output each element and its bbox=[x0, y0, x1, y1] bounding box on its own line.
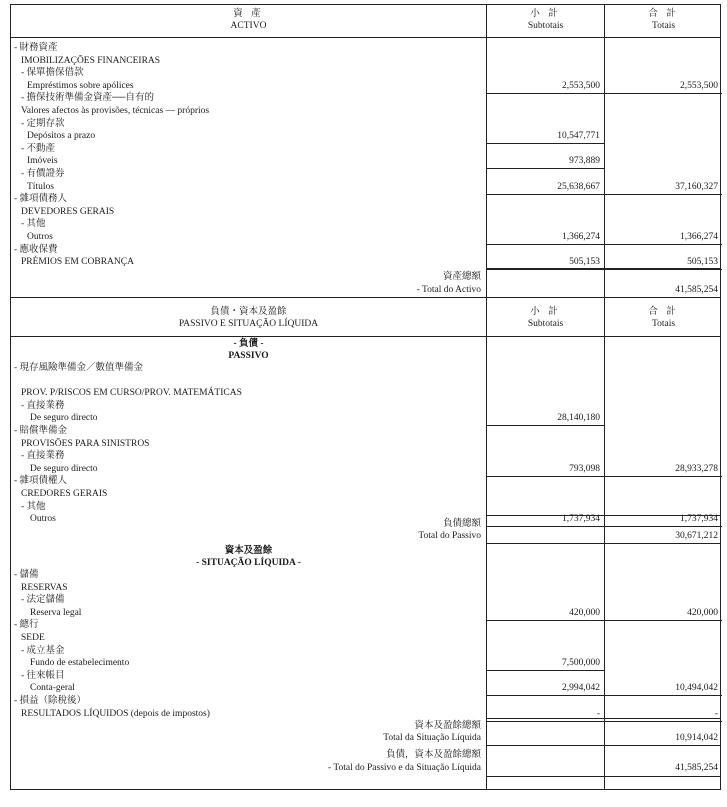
line-item-label: CREDORES GERAIS bbox=[21, 489, 108, 499]
equity-heading: - SITUAÇÃO LÍQUIDA - bbox=[196, 558, 301, 568]
liabilities-title: 負債・資本及盈餘 PASSIVO E SITUAÇÃO LÍQUIDA bbox=[178, 307, 319, 329]
line-item-row bbox=[11, 463, 720, 476]
line-item-label: - 保單擔保借款 bbox=[21, 68, 84, 79]
line-item-label: De seguro directo bbox=[30, 413, 98, 424]
line-item-label: - 其他 bbox=[21, 501, 46, 512]
total-header-2: 合 計 Totais bbox=[648, 307, 679, 329]
total-value: 420,000 bbox=[687, 607, 718, 618]
line-item-row bbox=[11, 632, 720, 645]
line-item-row bbox=[11, 695, 720, 708]
line-item-label: Outros bbox=[30, 514, 56, 525]
line-item-row bbox=[11, 607, 720, 620]
line-item-label: - 儲備 bbox=[14, 570, 39, 580]
line-item-label: - 財務資產 bbox=[14, 43, 58, 53]
subtotal-value: 10,547,771 bbox=[557, 131, 600, 142]
line-item-row bbox=[11, 450, 720, 463]
line-item-row bbox=[11, 501, 720, 514]
line-item-row bbox=[11, 244, 720, 257]
subtotal-value: 793,098 bbox=[569, 463, 600, 474]
line-item-row bbox=[11, 657, 720, 670]
line-item-row bbox=[11, 55, 720, 68]
line-item-label: - 法定儲備 bbox=[21, 595, 65, 606]
passivo-heading-zh: - 負債 - bbox=[233, 339, 264, 349]
subtotal-value: 28,140,180 bbox=[557, 413, 600, 424]
line-item-label: PROVISÕES PARA SINISTROS bbox=[21, 438, 150, 449]
subtotal-value: 973,889 bbox=[569, 156, 600, 167]
passivo-heading: PASSIVO bbox=[228, 351, 269, 361]
passivo-total-value: 30,671,212 bbox=[675, 531, 718, 541]
line-item-row bbox=[11, 387, 720, 400]
line-item-row bbox=[11, 594, 720, 607]
line-item-label: PROV. P/RISCOS EM CURSO/PROV. MATEMÁTICAS bbox=[21, 388, 242, 399]
line-item-row bbox=[11, 155, 720, 168]
grand-total-row: - Total do Passivo e da Situação Líquida 41,585,254 bbox=[328, 763, 718, 773]
line-item-label: - 總行 bbox=[14, 620, 39, 631]
subtotal-value: - bbox=[596, 708, 600, 719]
total-value: 28,933,278 bbox=[675, 463, 718, 474]
line-item-label: Fundo de estabelecimento bbox=[30, 658, 130, 669]
liabilities-header bbox=[11, 298, 720, 330]
total-value: 1,737,934 bbox=[680, 514, 718, 525]
line-item-label: Outros bbox=[27, 232, 53, 242]
subtotal-value: 505,153 bbox=[569, 257, 600, 268]
line-item-row bbox=[11, 181, 720, 194]
line-item-row bbox=[11, 206, 720, 219]
liabilities-section bbox=[10, 298, 721, 790]
subtotal-header: 小 計 Subtotais bbox=[527, 9, 564, 31]
line-item-label: PRÉMIOS EM COBRANÇA bbox=[21, 257, 134, 268]
line-item-label: Valores afectos às provisões, técnicas — próprios bbox=[21, 106, 210, 116]
equity-total-value: 10,914,042 bbox=[675, 733, 718, 743]
line-item-row bbox=[11, 412, 720, 425]
line-item-label: - 其他 bbox=[21, 219, 46, 230]
equity-total-row: Total da Situação Líquida 10,914,042 bbox=[383, 733, 718, 743]
line-item-label: Depósitos a prazo bbox=[27, 131, 96, 142]
assets-title: 資 產 ACTIVO bbox=[230, 9, 267, 31]
line-item-label: De seguro directo bbox=[30, 463, 98, 474]
line-item-row bbox=[11, 105, 720, 118]
equity-total-zh-row: 資本及盈餘總額 bbox=[414, 721, 481, 731]
assets-header bbox=[11, 5, 720, 37]
line-item-label: - 往來帳目 bbox=[21, 670, 65, 681]
line-item-label: RESERVAS bbox=[21, 582, 68, 593]
line-item-label: - 不動產 bbox=[21, 143, 56, 154]
line-item-label: - 擔保技術準備金資產──自有的 bbox=[21, 93, 155, 104]
assets-section bbox=[10, 4, 721, 298]
line-item-row bbox=[11, 92, 720, 105]
grand-total-zh-row: 負債，資本及盈餘總額 bbox=[385, 750, 481, 760]
line-item-label: - 應收保費 bbox=[14, 244, 58, 255]
line-item-row bbox=[11, 375, 720, 388]
line-item-label: IMOBILIZAÇÕES FINANCEIRAS bbox=[21, 55, 161, 66]
subtotal-value: 2,994,042 bbox=[562, 683, 600, 694]
total-value: 10,494,042 bbox=[675, 683, 718, 694]
total-assets-row: - Total do Activo 41,585,254 bbox=[416, 285, 718, 295]
total-value: 2,553,500 bbox=[680, 80, 718, 91]
line-item-row bbox=[11, 118, 720, 131]
subtotal-value: 7,500,000 bbox=[562, 658, 600, 669]
subtotal-value: 420,000 bbox=[569, 607, 600, 618]
equity-heading-zh: 資本及盈餘 bbox=[224, 546, 273, 556]
line-item-label: Conta-geral bbox=[30, 683, 75, 694]
line-item-row bbox=[11, 475, 720, 488]
line-item-row bbox=[11, 425, 720, 438]
line-item-label: Reserva legal bbox=[30, 607, 82, 618]
line-item-label: - 直接業務 bbox=[21, 451, 65, 462]
line-item-row bbox=[11, 569, 720, 582]
line-item-row bbox=[11, 645, 720, 658]
line-item-row bbox=[11, 193, 720, 206]
line-item-row bbox=[11, 362, 720, 375]
passivo-total-row: Total do Passivo 30,671,212 bbox=[418, 531, 718, 541]
line-item-row bbox=[11, 682, 720, 695]
balance-sheet bbox=[10, 4, 721, 790]
line-item-label: - 直接業務 bbox=[21, 400, 65, 411]
total-value: 505,153 bbox=[687, 257, 718, 268]
line-item-label: - 成立基金 bbox=[21, 645, 65, 656]
line-item-row bbox=[11, 130, 720, 143]
line-item-label: - 現存風險準備金／數值準備金 bbox=[14, 363, 144, 373]
line-item-row bbox=[11, 218, 720, 231]
line-item-row bbox=[11, 438, 720, 451]
line-item-label: - 賠償準備金 bbox=[14, 426, 68, 436]
line-item-label: DEVEDORES GERAIS bbox=[21, 206, 115, 217]
subtotal-value: 25,638,667 bbox=[557, 181, 600, 192]
line-item-row bbox=[11, 143, 720, 156]
line-item-label: - 有價證券 bbox=[21, 169, 65, 179]
line-item-label: SEDE bbox=[21, 633, 45, 643]
line-item-label: - 損益（除稅後） bbox=[14, 696, 87, 706]
line-item-row bbox=[11, 168, 720, 181]
line-item-row bbox=[11, 582, 720, 595]
subtotal-value: 1,366,274 bbox=[562, 232, 600, 242]
line-item-label: - 雜項債務人 bbox=[14, 194, 68, 205]
total-assets-zh-row: 資產總額 bbox=[442, 272, 481, 282]
total-header: 合 計 Totais bbox=[648, 9, 679, 31]
line-item-label: - 定期存款 bbox=[21, 118, 65, 129]
line-item-label: RESULTADOS LÍQUIDOS (depois de impostos) bbox=[21, 708, 210, 719]
total-value: 37,160,327 bbox=[675, 181, 718, 192]
line-item-row bbox=[11, 400, 720, 413]
line-item-row bbox=[11, 256, 720, 269]
total-value: - bbox=[714, 708, 718, 719]
line-item-row bbox=[11, 231, 720, 244]
total-assets-value: 41,585,254 bbox=[675, 285, 718, 295]
subtotal-value: 1,737,934 bbox=[562, 514, 600, 525]
passivo-total-zh-row: 負債總額 bbox=[442, 519, 481, 529]
line-item-row bbox=[11, 67, 720, 80]
line-item-row bbox=[11, 80, 720, 93]
line-item-row bbox=[11, 488, 720, 501]
line-item-label: Empréstimos sobre apólices bbox=[27, 80, 134, 91]
subtotal-value: 2,553,500 bbox=[562, 80, 600, 91]
line-item-row bbox=[11, 619, 720, 632]
subtotal-header-2: 小 計 Subtotais bbox=[527, 307, 564, 329]
line-item-label: Imóveis bbox=[27, 156, 58, 167]
line-item-row bbox=[11, 670, 720, 683]
line-item-row bbox=[11, 42, 720, 55]
total-value: 1,366,274 bbox=[680, 232, 718, 242]
line-item-label: - 雜項債權人 bbox=[14, 476, 68, 487]
line-item-label: Títulos bbox=[27, 181, 54, 192]
grand-total-value: 41,585,254 bbox=[675, 763, 718, 773]
